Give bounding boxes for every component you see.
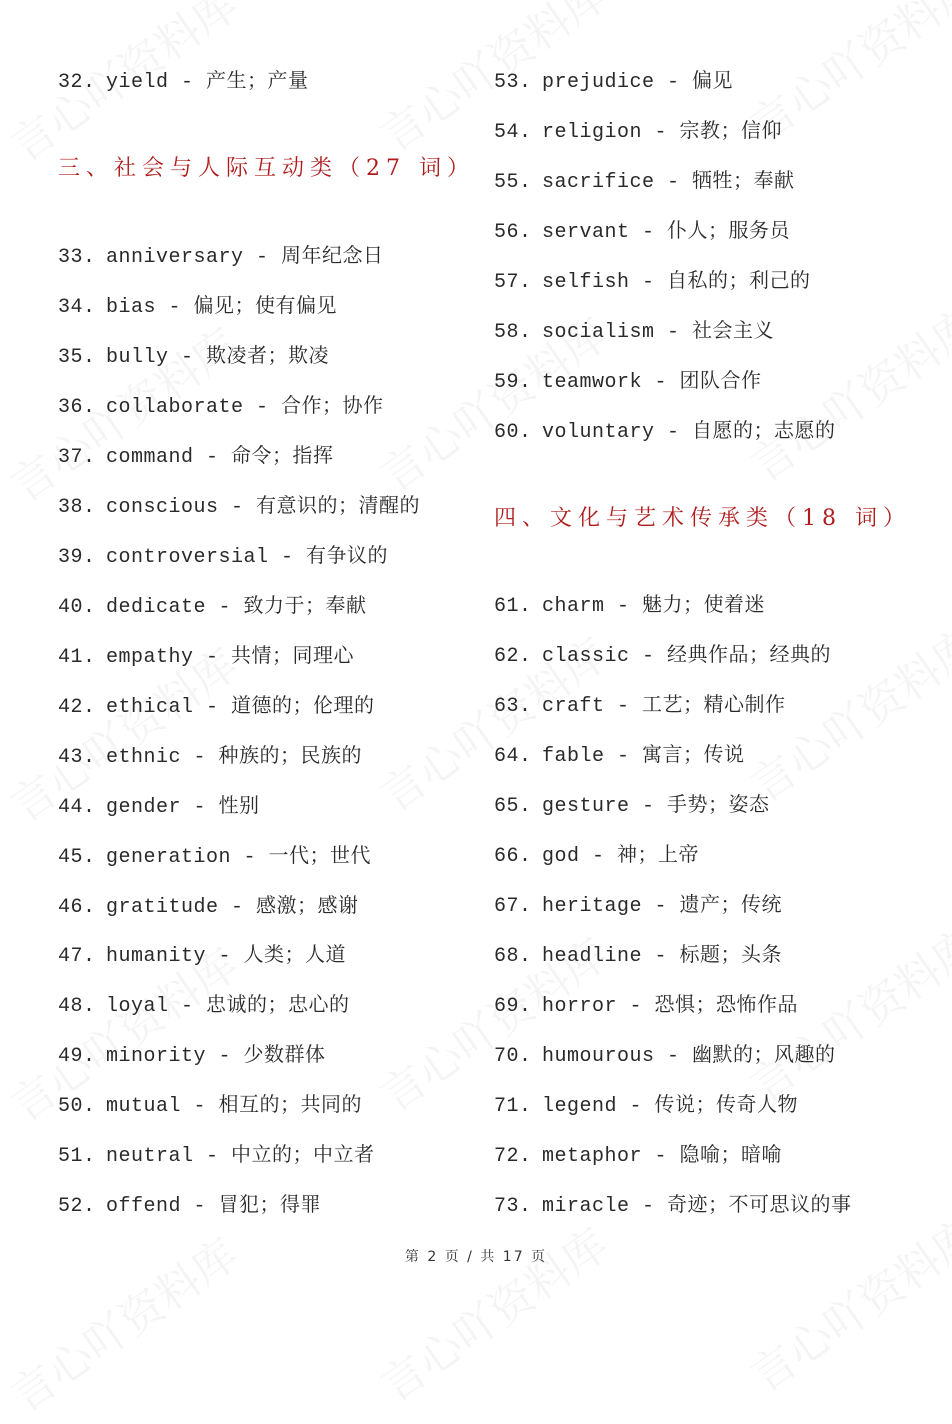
item-text: headline - 标题；头条	[542, 945, 783, 968]
vocab-item	[58, 1093, 362, 1121]
vocab-item	[58, 244, 384, 272]
item-text: sacrifice - 牺牲；奉献	[542, 171, 795, 194]
item-number: 57.	[494, 271, 532, 294]
item-text: prejudice - 偏见	[542, 71, 734, 94]
item-number: 52.	[58, 1195, 96, 1218]
vocab-item	[58, 993, 350, 1021]
vocab-item	[494, 993, 798, 1021]
item-text: gratitude - 感激；感谢	[106, 896, 359, 919]
vocab-item	[58, 1043, 326, 1071]
vocab-item	[494, 69, 733, 97]
item-number: 48.	[58, 995, 96, 1018]
vocab-item	[58, 394, 384, 422]
item-number: 49.	[58, 1045, 96, 1068]
item-number: 51.	[58, 1145, 96, 1168]
item-text: yield - 产生；产量	[106, 71, 309, 94]
item-number: 71.	[494, 1095, 532, 1118]
vocab-item	[494, 269, 811, 297]
item-number: 64.	[494, 745, 532, 768]
item-text: god - 神；上帝	[542, 845, 700, 868]
vocab-item	[494, 643, 831, 671]
item-number: 59.	[494, 371, 532, 394]
vocab-item	[58, 644, 354, 672]
item-text: mutual - 相互的；共同的	[106, 1095, 363, 1118]
item-text: servant - 仆人；服务员	[542, 221, 791, 244]
item-text: minority - 少数群体	[106, 1045, 326, 1068]
vocab-item	[494, 843, 699, 871]
item-text: neutral - 中立的；中立者	[106, 1145, 375, 1168]
vocab-item	[58, 544, 388, 572]
item-text: command - 命令；指挥	[106, 446, 334, 469]
item-number: 46.	[58, 896, 96, 919]
vocab-item	[58, 1193, 321, 1221]
item-text: humourous - 幽默的；风趣的	[542, 1045, 836, 1068]
item-number: 61.	[494, 595, 532, 618]
item-number: 43.	[58, 746, 96, 769]
item-number: 58.	[494, 321, 532, 344]
item-text: horror - 恐惧；恐怖作品	[542, 995, 799, 1018]
vocab-item	[494, 593, 765, 621]
item-number: 36.	[58, 396, 96, 419]
vocab-item	[58, 69, 309, 97]
vocab-item	[58, 794, 260, 822]
section-title-social: 三、社会与人际互动类（27 词）	[58, 156, 475, 181]
item-number: 41.	[58, 646, 96, 669]
item-number: 50.	[58, 1095, 96, 1118]
item-text: anniversary - 周年纪念日	[106, 246, 384, 269]
vocab-item	[494, 169, 795, 197]
item-text: gender - 性别	[106, 796, 260, 819]
vocab-item	[58, 1143, 375, 1171]
item-text: bully - 欺凌者；欺凌	[106, 346, 330, 369]
page-number: 第 2 页 / 共 17 页	[404, 1249, 548, 1265]
item-number: 32.	[58, 71, 96, 94]
vocab-item	[58, 444, 334, 472]
vocab-item	[494, 369, 762, 397]
item-number: 53.	[494, 71, 532, 94]
item-number: 63.	[494, 695, 532, 718]
vocab-item	[58, 694, 375, 722]
item-number: 38.	[58, 496, 96, 519]
vocab-item	[58, 744, 362, 772]
vocab-item	[494, 1143, 782, 1171]
vocab-item	[58, 494, 420, 522]
item-number: 40.	[58, 596, 96, 619]
vocab-item	[494, 793, 770, 821]
item-number: 66.	[494, 845, 532, 868]
item-number: 68.	[494, 945, 532, 968]
vocab-item	[494, 1043, 836, 1071]
item-number: 34.	[58, 296, 96, 319]
item-text: craft - 工艺；精心制作	[542, 695, 786, 718]
item-number: 54.	[494, 121, 532, 144]
vocab-item	[58, 594, 367, 622]
vocab-item	[494, 743, 745, 771]
item-number: 39.	[58, 546, 96, 569]
vocab-item	[58, 943, 346, 971]
watermark	[366, 1210, 619, 1414]
item-text: controversial - 有争议的	[106, 546, 389, 569]
vocab-item	[494, 1093, 798, 1121]
item-number: 65.	[494, 795, 532, 818]
item-text: selfish - 自私的；利己的	[542, 271, 811, 294]
vocab-item	[58, 294, 337, 322]
vocab-item	[494, 419, 836, 447]
item-text: classic - 经典作品；经典的	[542, 645, 832, 668]
vocab-item	[494, 1193, 852, 1221]
item-number: 55.	[494, 171, 532, 194]
vocab-item	[494, 119, 782, 147]
item-text: dedicate - 致力于；奉献	[106, 596, 367, 619]
item-text: legend - 传说；传奇人物	[542, 1095, 799, 1118]
item-text: voluntary - 自愿的；志愿的	[542, 421, 836, 444]
item-number: 35.	[58, 346, 96, 369]
item-number: 62.	[494, 645, 532, 668]
vocab-item	[494, 319, 774, 347]
item-number: 70.	[494, 1045, 532, 1068]
item-text: ethical - 道德的；伦理的	[106, 696, 375, 719]
item-number: 37.	[58, 446, 96, 469]
item-number: 73.	[494, 1195, 532, 1218]
item-number: 47.	[58, 945, 96, 968]
vocab-item	[58, 344, 329, 372]
item-text: humanity - 人类；人道	[106, 945, 347, 968]
item-text: ethnic - 种族的；民族的	[106, 746, 363, 769]
watermark	[736, 1200, 952, 1404]
item-text: charm - 魅力；使着迷	[542, 595, 766, 618]
item-number: 72.	[494, 1145, 532, 1168]
item-text: collaborate - 合作；协作	[106, 396, 384, 419]
item-number: 33.	[58, 246, 96, 269]
item-number: 56.	[494, 221, 532, 244]
item-text: conscious - 有意识的；清醒的	[106, 496, 421, 519]
vocab-item	[494, 943, 782, 971]
item-number: 60.	[494, 421, 532, 444]
item-text: offend - 冒犯；得罪	[106, 1195, 322, 1218]
item-text: fable - 寓言；传说	[542, 745, 745, 768]
item-text: heritage - 遗产；传统	[542, 895, 783, 918]
vocab-item	[494, 219, 790, 247]
item-number: 69.	[494, 995, 532, 1018]
item-text: gesture - 手势；姿态	[542, 795, 770, 818]
item-number: 45.	[58, 846, 96, 869]
item-text: miracle - 奇迹；不可思议的事	[542, 1195, 852, 1218]
section-title-culture: 四、文化与艺术传承类（18 词）	[494, 506, 911, 531]
vocab-item	[58, 844, 371, 872]
vocab-item	[494, 893, 782, 921]
item-text: bias - 偏见；使有偏见	[106, 296, 338, 319]
item-text: generation - 一代；世代	[106, 846, 372, 869]
vocab-item	[494, 693, 786, 721]
item-text: teamwork - 团队合作	[542, 371, 762, 394]
item-text: loyal - 忠诚的；忠心的	[106, 995, 350, 1018]
item-text: socialism - 社会主义	[542, 321, 775, 344]
item-number: 44.	[58, 796, 96, 819]
item-text: metaphor - 隐喻；暗喻	[542, 1145, 783, 1168]
item-number: 67.	[494, 895, 532, 918]
item-text: empathy - 共情；同理心	[106, 646, 355, 669]
vocab-item	[58, 894, 359, 922]
item-number: 42.	[58, 696, 96, 719]
item-text: religion - 宗教；信仰	[542, 121, 783, 144]
